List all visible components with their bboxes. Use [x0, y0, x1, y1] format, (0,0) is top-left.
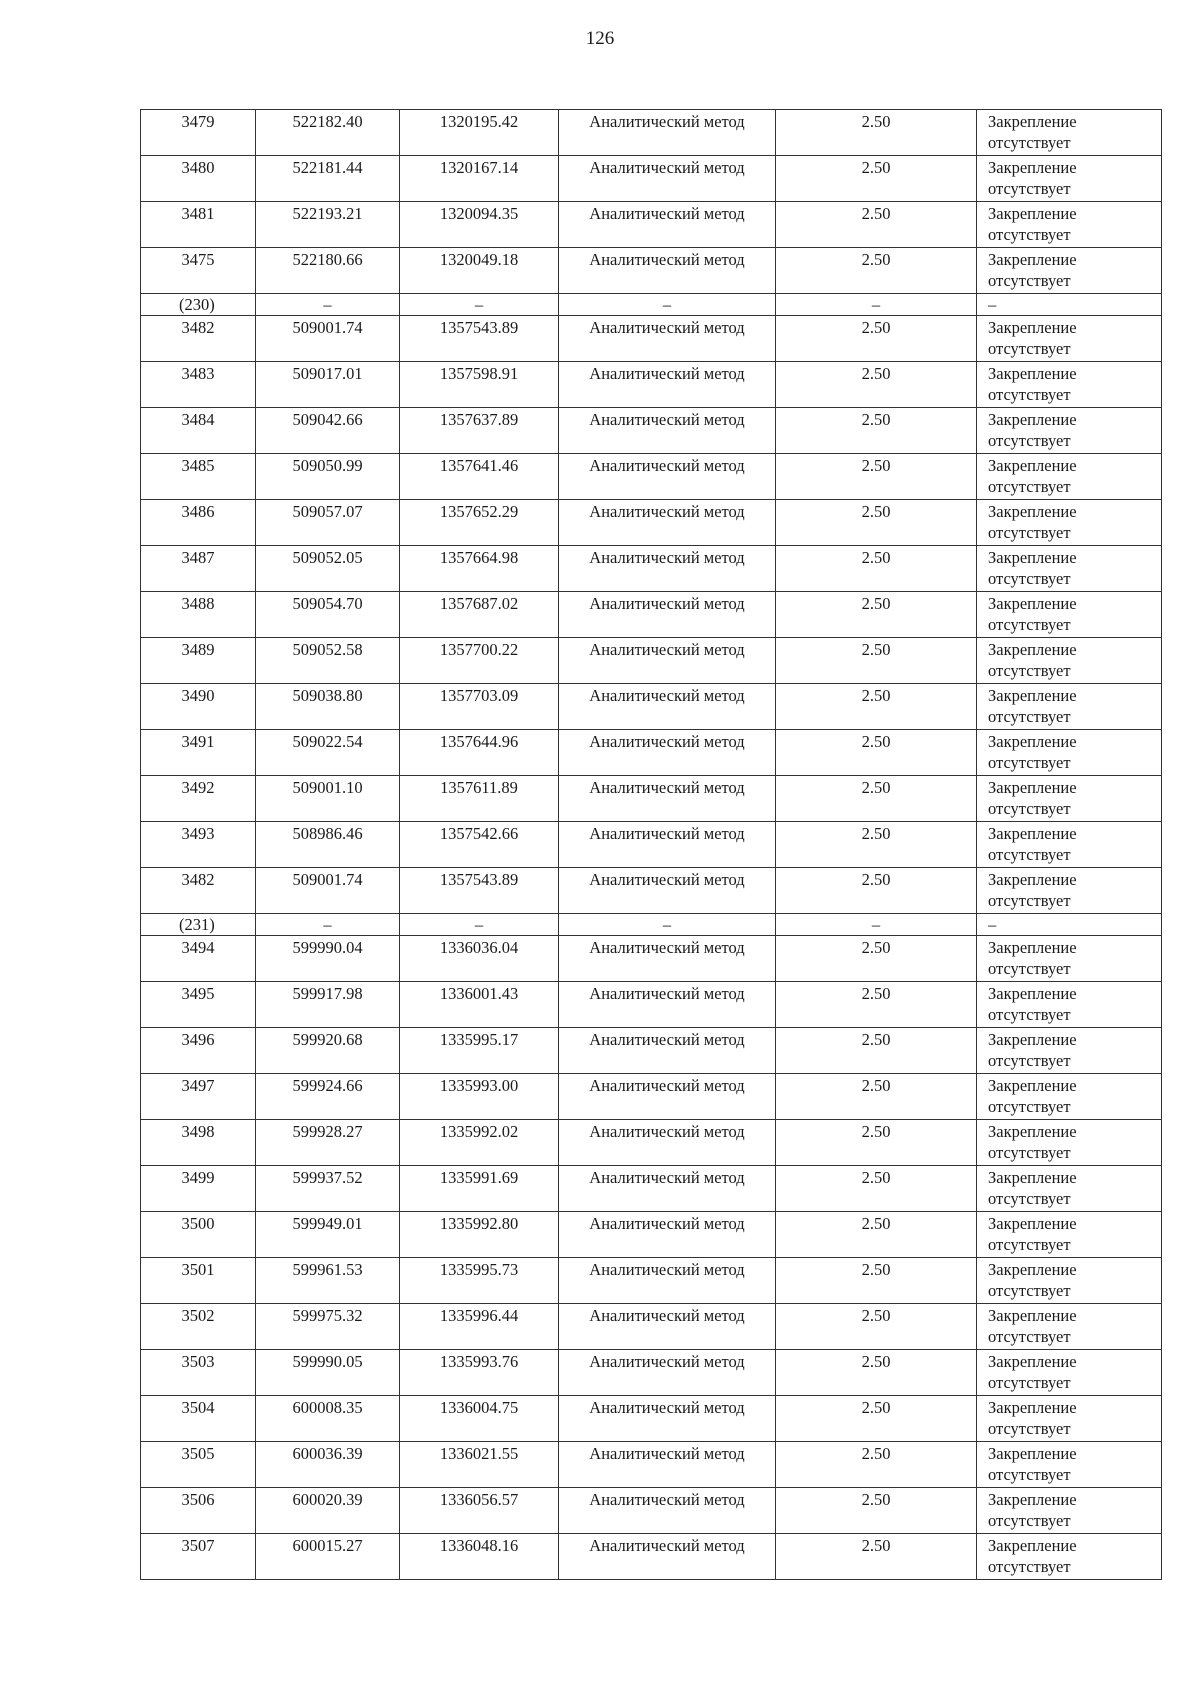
accuracy-cell: 2.50	[776, 1488, 977, 1534]
accuracy-cell: 2.50	[776, 730, 977, 776]
method-cell: Аналитический метод	[559, 248, 776, 294]
accuracy-cell: 2.50	[776, 546, 977, 592]
contour-separator-row	[141, 914, 1162, 936]
x-coordinate-cell: 599920.68	[256, 1028, 400, 1074]
table-row	[141, 248, 1162, 294]
method-cell: Аналитический метод	[559, 1120, 776, 1166]
y-coordinate-cell: 1357543.89	[400, 868, 559, 914]
table-row	[141, 982, 1162, 1028]
fixation-cell: –	[977, 914, 1162, 936]
coordinates-table	[140, 109, 1162, 1580]
y-coordinate-cell: 1357611.89	[400, 776, 559, 822]
accuracy-cell: 2.50	[776, 822, 977, 868]
point-number-cell: 3483	[141, 362, 256, 408]
point-number-cell: 3500	[141, 1212, 256, 1258]
x-coordinate-cell: 599990.04	[256, 936, 400, 982]
y-coordinate-cell: 1335992.02	[400, 1120, 559, 1166]
fixation-cell: Закрепление отсутствует	[977, 1212, 1162, 1258]
accuracy-cell: 2.50	[776, 684, 977, 730]
point-number-cell: 3493	[141, 822, 256, 868]
x-coordinate-cell: 600008.35	[256, 1396, 400, 1442]
y-coordinate-cell: 1357703.09	[400, 684, 559, 730]
y-coordinate-cell: 1336036.04	[400, 936, 559, 982]
fixation-cell: Закрепление отсутствует	[977, 638, 1162, 684]
accuracy-cell: 2.50	[776, 982, 977, 1028]
table-row	[141, 1488, 1162, 1534]
y-coordinate-cell: 1335992.80	[400, 1212, 559, 1258]
point-number-cell: (230)	[141, 294, 256, 316]
fixation-cell: Закрепление отсутствует	[977, 156, 1162, 202]
y-coordinate-cell: 1336001.43	[400, 982, 559, 1028]
method-cell: –	[559, 914, 776, 936]
method-cell: Аналитический метод	[559, 1028, 776, 1074]
point-number-cell: 3507	[141, 1534, 256, 1580]
x-coordinate-cell: 509052.58	[256, 638, 400, 684]
table-row	[141, 454, 1162, 500]
fixation-cell: Закрепление отсутствует	[977, 1396, 1162, 1442]
point-number-cell: 3503	[141, 1350, 256, 1396]
table-row	[141, 1166, 1162, 1212]
method-cell: Аналитический метод	[559, 822, 776, 868]
fixation-cell: Закрепление отсутствует	[977, 1120, 1162, 1166]
method-cell: Аналитический метод	[559, 684, 776, 730]
table-row	[141, 202, 1162, 248]
point-number-cell: 3492	[141, 776, 256, 822]
method-cell: Аналитический метод	[559, 982, 776, 1028]
x-coordinate-cell: 522182.40	[256, 110, 400, 156]
table-row	[141, 110, 1162, 156]
fixation-cell: Закрепление отсутствует	[977, 202, 1162, 248]
accuracy-cell: 2.50	[776, 156, 977, 202]
x-coordinate-cell: 599949.01	[256, 1212, 400, 1258]
point-number-cell: 3490	[141, 684, 256, 730]
method-cell: –	[559, 294, 776, 316]
y-coordinate-cell: 1357637.89	[400, 408, 559, 454]
y-coordinate-cell: –	[400, 294, 559, 316]
fixation-cell: Закрепление отсутствует	[977, 1534, 1162, 1580]
method-cell: Аналитический метод	[559, 408, 776, 454]
y-coordinate-cell: 1320167.14	[400, 156, 559, 202]
contour-separator-row	[141, 294, 1162, 316]
accuracy-cell: 2.50	[776, 1350, 977, 1396]
accuracy-cell: –	[776, 914, 977, 936]
method-cell: Аналитический метод	[559, 1258, 776, 1304]
accuracy-cell: 2.50	[776, 500, 977, 546]
method-cell: Аналитический метод	[559, 156, 776, 202]
fixation-cell: Закрепление отсутствует	[977, 454, 1162, 500]
point-number-cell: 3497	[141, 1074, 256, 1120]
x-coordinate-cell: 509042.66	[256, 408, 400, 454]
x-coordinate-cell: 509001.10	[256, 776, 400, 822]
method-cell: Аналитический метод	[559, 1442, 776, 1488]
x-coordinate-cell: 509057.07	[256, 500, 400, 546]
method-cell: Аналитический метод	[559, 500, 776, 546]
point-number-cell: 3482	[141, 868, 256, 914]
method-cell: Аналитический метод	[559, 316, 776, 362]
x-coordinate-cell: 509001.74	[256, 316, 400, 362]
x-coordinate-cell: 599928.27	[256, 1120, 400, 1166]
method-cell: Аналитический метод	[559, 868, 776, 914]
point-number-cell: 3485	[141, 454, 256, 500]
method-cell: Аналитический метод	[559, 776, 776, 822]
method-cell: Аналитический метод	[559, 202, 776, 248]
table-row	[141, 316, 1162, 362]
y-coordinate-cell: 1357687.02	[400, 592, 559, 638]
accuracy-cell: 2.50	[776, 408, 977, 454]
table-row	[141, 776, 1162, 822]
fixation-cell: Закрепление отсутствует	[977, 1258, 1162, 1304]
y-coordinate-cell: 1357542.66	[400, 822, 559, 868]
accuracy-cell: 2.50	[776, 454, 977, 500]
table-row	[141, 1396, 1162, 1442]
accuracy-cell: 2.50	[776, 638, 977, 684]
table-row	[141, 684, 1162, 730]
x-coordinate-cell: 509050.99	[256, 454, 400, 500]
fixation-cell: –	[977, 294, 1162, 316]
accuracy-cell: 2.50	[776, 1166, 977, 1212]
x-coordinate-cell: –	[256, 294, 400, 316]
table-row	[141, 1350, 1162, 1396]
x-coordinate-cell: 599924.66	[256, 1074, 400, 1120]
table-row	[141, 638, 1162, 684]
x-coordinate-cell: 599937.52	[256, 1166, 400, 1212]
accuracy-cell: 2.50	[776, 248, 977, 294]
point-number-cell: 3506	[141, 1488, 256, 1534]
table-row	[141, 1258, 1162, 1304]
x-coordinate-cell: 522193.21	[256, 202, 400, 248]
fixation-cell: Закрепление отсутствует	[977, 730, 1162, 776]
fixation-cell: Закрепление отсутствует	[977, 936, 1162, 982]
accuracy-cell: 2.50	[776, 936, 977, 982]
point-number-cell: 3496	[141, 1028, 256, 1074]
method-cell: Аналитический метод	[559, 1396, 776, 1442]
x-coordinate-cell: 509001.74	[256, 868, 400, 914]
point-number-cell: 3498	[141, 1120, 256, 1166]
y-coordinate-cell: 1336056.57	[400, 1488, 559, 1534]
y-coordinate-cell: 1336048.16	[400, 1534, 559, 1580]
method-cell: Аналитический метод	[559, 638, 776, 684]
x-coordinate-cell: 508986.46	[256, 822, 400, 868]
table-row	[141, 1442, 1162, 1488]
x-coordinate-cell: 600020.39	[256, 1488, 400, 1534]
x-coordinate-cell: 600015.27	[256, 1534, 400, 1580]
method-cell: Аналитический метод	[559, 1212, 776, 1258]
fixation-cell: Закрепление отсутствует	[977, 1166, 1162, 1212]
y-coordinate-cell: 1335995.73	[400, 1258, 559, 1304]
fixation-cell: Закрепление отсутствует	[977, 592, 1162, 638]
x-coordinate-cell: 509017.01	[256, 362, 400, 408]
x-coordinate-cell: 600036.39	[256, 1442, 400, 1488]
x-coordinate-cell: 509052.05	[256, 546, 400, 592]
accuracy-cell: 2.50	[776, 362, 977, 408]
y-coordinate-cell: 1336004.75	[400, 1396, 559, 1442]
fixation-cell: Закрепление отсутствует	[977, 1350, 1162, 1396]
y-coordinate-cell: 1336021.55	[400, 1442, 559, 1488]
fixation-cell: Закрепление отсутствует	[977, 408, 1162, 454]
table-row	[141, 1074, 1162, 1120]
method-cell: Аналитический метод	[559, 362, 776, 408]
fixation-cell: Закрепление отсутствует	[977, 776, 1162, 822]
table-row	[141, 408, 1162, 454]
accuracy-cell: 2.50	[776, 1534, 977, 1580]
accuracy-cell: 2.50	[776, 110, 977, 156]
table-row	[141, 730, 1162, 776]
fixation-cell: Закрепление отсутствует	[977, 500, 1162, 546]
y-coordinate-cell: 1335995.17	[400, 1028, 559, 1074]
y-coordinate-cell: 1320049.18	[400, 248, 559, 294]
table-row	[141, 592, 1162, 638]
accuracy-cell: –	[776, 294, 977, 316]
coordinates-table-body	[141, 110, 1162, 1580]
method-cell: Аналитический метод	[559, 454, 776, 500]
accuracy-cell: 2.50	[776, 1120, 977, 1166]
accuracy-cell: 2.50	[776, 1074, 977, 1120]
y-coordinate-cell: 1335993.76	[400, 1350, 559, 1396]
accuracy-cell: 2.50	[776, 1212, 977, 1258]
x-coordinate-cell: 522180.66	[256, 248, 400, 294]
table-row	[141, 868, 1162, 914]
x-coordinate-cell: 599917.98	[256, 982, 400, 1028]
table-row	[141, 362, 1162, 408]
method-cell: Аналитический метод	[559, 1166, 776, 1212]
point-number-cell: 3488	[141, 592, 256, 638]
method-cell: Аналитический метод	[559, 730, 776, 776]
table-row	[141, 1120, 1162, 1166]
point-number-cell: 3486	[141, 500, 256, 546]
x-coordinate-cell: –	[256, 914, 400, 936]
y-coordinate-cell: 1335991.69	[400, 1166, 559, 1212]
y-coordinate-cell: 1320094.35	[400, 202, 559, 248]
y-coordinate-cell: 1357700.22	[400, 638, 559, 684]
point-number-cell: 3502	[141, 1304, 256, 1350]
accuracy-cell: 2.50	[776, 1304, 977, 1350]
table-row	[141, 156, 1162, 202]
method-cell: Аналитический метод	[559, 1074, 776, 1120]
method-cell: Аналитический метод	[559, 592, 776, 638]
table-row	[141, 1028, 1162, 1074]
point-number-cell: (231)	[141, 914, 256, 936]
fixation-cell: Закрепление отсутствует	[977, 110, 1162, 156]
fixation-cell: Закрепление отсутствует	[977, 684, 1162, 730]
fixation-cell: Закрепление отсутствует	[977, 546, 1162, 592]
fixation-cell: Закрепление отсутствует	[977, 1488, 1162, 1534]
accuracy-cell: 2.50	[776, 868, 977, 914]
table-row	[141, 500, 1162, 546]
fixation-cell: Закрепление отсутствует	[977, 316, 1162, 362]
point-number-cell: 3495	[141, 982, 256, 1028]
fixation-cell: Закрепление отсутствует	[977, 868, 1162, 914]
x-coordinate-cell: 509038.80	[256, 684, 400, 730]
accuracy-cell: 2.50	[776, 1258, 977, 1304]
x-coordinate-cell: 522181.44	[256, 156, 400, 202]
y-coordinate-cell: –	[400, 914, 559, 936]
fixation-cell: Закрепление отсутствует	[977, 1442, 1162, 1488]
y-coordinate-cell: 1357598.91	[400, 362, 559, 408]
table-row	[141, 546, 1162, 592]
method-cell: Аналитический метод	[559, 1304, 776, 1350]
fixation-cell: Закрепление отсутствует	[977, 248, 1162, 294]
point-number-cell: 3479	[141, 110, 256, 156]
y-coordinate-cell: 1357543.89	[400, 316, 559, 362]
fixation-cell: Закрепление отсутствует	[977, 982, 1162, 1028]
y-coordinate-cell: 1357652.29	[400, 500, 559, 546]
accuracy-cell: 2.50	[776, 592, 977, 638]
point-number-cell: 3480	[141, 156, 256, 202]
point-number-cell: 3481	[141, 202, 256, 248]
y-coordinate-cell: 1357664.98	[400, 546, 559, 592]
x-coordinate-cell: 599990.05	[256, 1350, 400, 1396]
x-coordinate-cell: 599961.53	[256, 1258, 400, 1304]
table-row	[141, 1212, 1162, 1258]
fixation-cell: Закрепление отсутствует	[977, 1304, 1162, 1350]
method-cell: Аналитический метод	[559, 936, 776, 982]
method-cell: Аналитический метод	[559, 1534, 776, 1580]
accuracy-cell: 2.50	[776, 316, 977, 362]
point-number-cell: 3491	[141, 730, 256, 776]
point-number-cell: 3487	[141, 546, 256, 592]
x-coordinate-cell: 599975.32	[256, 1304, 400, 1350]
point-number-cell: 3504	[141, 1396, 256, 1442]
y-coordinate-cell: 1320195.42	[400, 110, 559, 156]
table-row	[141, 822, 1162, 868]
table-row	[141, 1304, 1162, 1350]
fixation-cell: Закрепление отсутствует	[977, 362, 1162, 408]
point-number-cell: 3484	[141, 408, 256, 454]
fixation-cell: Закрепление отсутствует	[977, 1028, 1162, 1074]
y-coordinate-cell: 1357641.46	[400, 454, 559, 500]
method-cell: Аналитический метод	[559, 110, 776, 156]
y-coordinate-cell: 1335996.44	[400, 1304, 559, 1350]
point-number-cell: 3489	[141, 638, 256, 684]
fixation-cell: Закрепление отсутствует	[977, 1074, 1162, 1120]
table-row	[141, 1534, 1162, 1580]
x-coordinate-cell: 509054.70	[256, 592, 400, 638]
point-number-cell: 3494	[141, 936, 256, 982]
method-cell: Аналитический метод	[559, 546, 776, 592]
method-cell: Аналитический метод	[559, 1488, 776, 1534]
fixation-cell: Закрепление отсутствует	[977, 822, 1162, 868]
point-number-cell: 3482	[141, 316, 256, 362]
y-coordinate-cell: 1335993.00	[400, 1074, 559, 1120]
x-coordinate-cell: 509022.54	[256, 730, 400, 776]
accuracy-cell: 2.50	[776, 202, 977, 248]
table-row	[141, 936, 1162, 982]
point-number-cell: 3505	[141, 1442, 256, 1488]
accuracy-cell: 2.50	[776, 1442, 977, 1488]
point-number-cell: 3475	[141, 248, 256, 294]
method-cell: Аналитический метод	[559, 1350, 776, 1396]
page-number: 126	[585, 28, 615, 49]
point-number-cell: 3499	[141, 1166, 256, 1212]
accuracy-cell: 2.50	[776, 1396, 977, 1442]
point-number-cell: 3501	[141, 1258, 256, 1304]
accuracy-cell: 2.50	[776, 1028, 977, 1074]
y-coordinate-cell: 1357644.96	[400, 730, 559, 776]
accuracy-cell: 2.50	[776, 776, 977, 822]
